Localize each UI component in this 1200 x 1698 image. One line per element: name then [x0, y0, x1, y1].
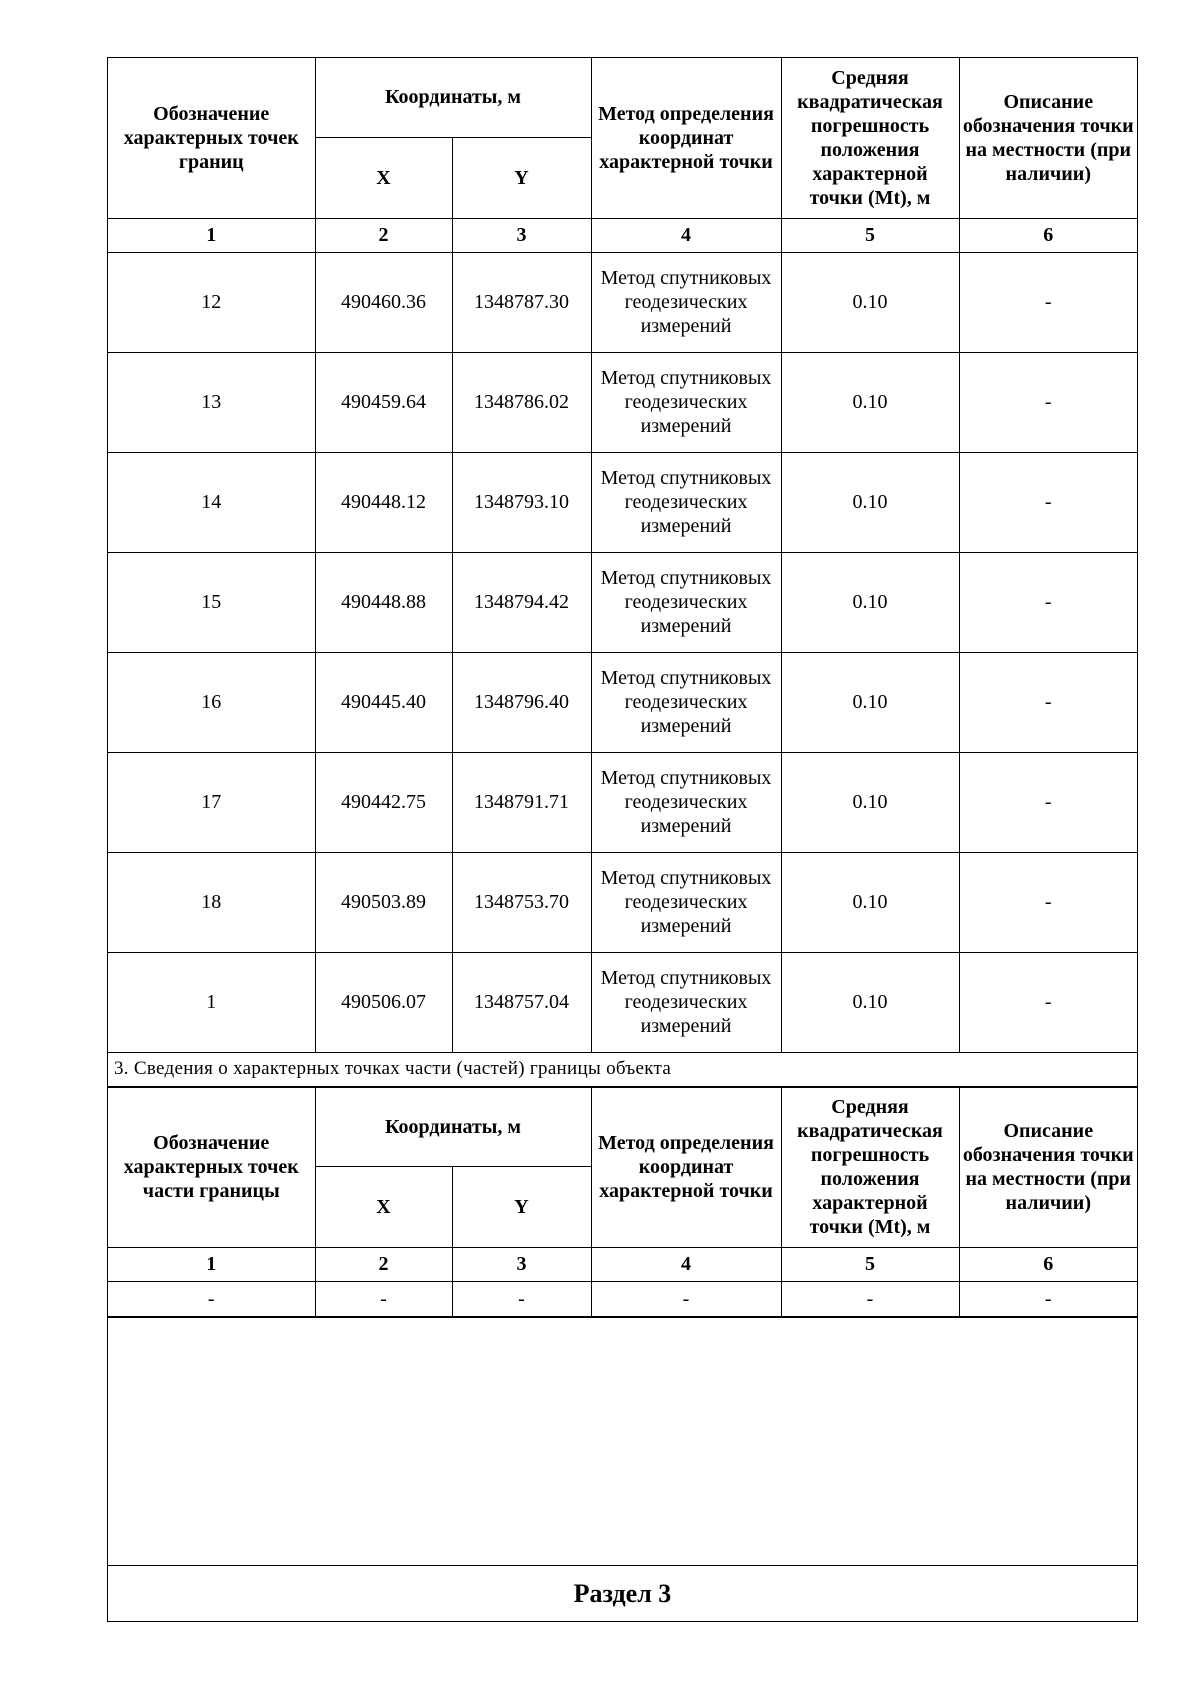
- x-cell: 490448.88: [315, 552, 452, 652]
- section-3-title: 3. Сведения о характерных точках части (частей) границы объекта: [108, 1052, 1137, 1086]
- error-cell: 0.10: [781, 452, 959, 552]
- empty-cell: -: [108, 1281, 315, 1316]
- description-cell: -: [959, 852, 1137, 952]
- x-cell: 490459.64: [315, 352, 452, 452]
- error-cell: 0.10: [781, 752, 959, 852]
- error-cell: 0.10: [781, 852, 959, 952]
- table-row: [108, 652, 1137, 752]
- column-number: 3: [452, 1247, 591, 1281]
- table-row: [108, 452, 1137, 552]
- method-cell: Метод спутниковых геодезических измерений: [591, 852, 781, 952]
- description-cell: -: [959, 252, 1137, 352]
- section-3-heading-row: [108, 1052, 1137, 1086]
- header-coordinates: Координаты, м: [315, 1087, 591, 1166]
- x-cell: 490448.12: [315, 452, 452, 552]
- method-cell: Метод спутниковых геодезических измерений: [591, 552, 781, 652]
- y-cell: 1348793.10: [452, 452, 591, 552]
- empty-cell: -: [781, 1281, 959, 1316]
- x-cell: 490460.36: [315, 252, 452, 352]
- column-number: 4: [591, 1247, 781, 1281]
- method-cell: Метод спутниковых геодезических измерений: [591, 452, 781, 552]
- x-cell: 490445.40: [315, 652, 452, 752]
- empty-cell: -: [591, 1281, 781, 1316]
- column-number: 2: [315, 218, 452, 252]
- y-cell: 1348794.42: [452, 552, 591, 652]
- header-method: Метод определения координат характерной точки: [591, 58, 781, 218]
- table-row: [108, 352, 1137, 452]
- error-cell: 0.10: [781, 252, 959, 352]
- header-description: Описание обозначения точки на местности (при наличии): [959, 58, 1137, 218]
- description-cell: -: [959, 452, 1137, 552]
- point-cell: 15: [108, 552, 315, 652]
- point-cell: 18: [108, 852, 315, 952]
- table-row: [108, 552, 1137, 652]
- column-number-row: [108, 218, 1137, 252]
- y-cell: 1348787.30: [452, 252, 591, 352]
- header-y: Y: [452, 137, 591, 218]
- header-x: X: [315, 137, 452, 218]
- column-number: 1: [108, 218, 315, 252]
- header-description: Описание обозначения точки на местности (при наличии): [959, 1087, 1137, 1247]
- description-cell: -: [959, 952, 1137, 1052]
- column-number: 1: [108, 1247, 315, 1281]
- description-cell: -: [959, 552, 1137, 652]
- error-cell: 0.10: [781, 352, 959, 452]
- method-cell: Метод спутниковых геодезических измерений: [591, 652, 781, 752]
- description-cell: -: [959, 352, 1137, 452]
- header-error: Средняя квадратическая погрешность положения характерной точки (Mt), м: [781, 1087, 959, 1247]
- error-cell: 0.10: [781, 652, 959, 752]
- header-point-designation: Обозначение характерных точек части границы: [108, 1087, 315, 1247]
- header-error: Средняя квадратическая погрешность положения характерной точки (Mt), м: [781, 58, 959, 218]
- part-boundary-points-table: [108, 1087, 1137, 1317]
- point-cell: 17: [108, 752, 315, 852]
- method-cell: Метод спутниковых геодезических измерений: [591, 752, 781, 852]
- column-number: 2: [315, 1247, 452, 1281]
- point-cell: 14: [108, 452, 315, 552]
- header-coordinates: Координаты, м: [315, 58, 591, 137]
- method-cell: Метод спутниковых геодезических измерений: [591, 252, 781, 352]
- description-cell: -: [959, 752, 1137, 852]
- x-cell: 490503.89: [315, 852, 452, 952]
- description-cell: -: [959, 652, 1137, 752]
- header-point-designation: Обозначение характерных точек границ: [108, 58, 315, 218]
- table-row: [108, 952, 1137, 1052]
- boundary-points-table: [108, 58, 1137, 1087]
- y-cell: 1348757.04: [452, 952, 591, 1052]
- document-sheet: [107, 57, 1138, 1622]
- header-method: Метод определения координат характерной точки: [591, 1087, 781, 1247]
- point-cell: 1: [108, 952, 315, 1052]
- empty-cell: -: [452, 1281, 591, 1316]
- table-row: [108, 752, 1137, 852]
- column-number: 5: [781, 1247, 959, 1281]
- point-cell: 13: [108, 352, 315, 452]
- y-cell: 1348796.40: [452, 652, 591, 752]
- column-number: 4: [591, 218, 781, 252]
- section-label: Раздел 3: [573, 1578, 672, 1608]
- section-footer: [108, 1565, 1137, 1621]
- table-row: [108, 1281, 1137, 1316]
- column-number-row: [108, 1247, 1137, 1281]
- empty-cell: -: [959, 1281, 1137, 1316]
- header-x: X: [315, 1166, 452, 1247]
- y-cell: 1348791.71: [452, 752, 591, 852]
- method-cell: Метод спутниковых геодезических измерений: [591, 952, 781, 1052]
- blank-area: [108, 1317, 1137, 1568]
- table-row: [108, 852, 1137, 952]
- x-cell: 490442.75: [315, 752, 452, 852]
- column-number: 3: [452, 218, 591, 252]
- column-number: 6: [959, 218, 1137, 252]
- empty-cell: -: [315, 1281, 452, 1316]
- error-cell: 0.10: [781, 552, 959, 652]
- error-cell: 0.10: [781, 952, 959, 1052]
- y-cell: 1348753.70: [452, 852, 591, 952]
- point-cell: 12: [108, 252, 315, 352]
- method-cell: Метод спутниковых геодезических измерений: [591, 352, 781, 452]
- column-number: 6: [959, 1247, 1137, 1281]
- column-number: 5: [781, 218, 959, 252]
- point-cell: 16: [108, 652, 315, 752]
- table-row: [108, 252, 1137, 352]
- header-y: Y: [452, 1166, 591, 1247]
- x-cell: 490506.07: [315, 952, 452, 1052]
- y-cell: 1348786.02: [452, 352, 591, 452]
